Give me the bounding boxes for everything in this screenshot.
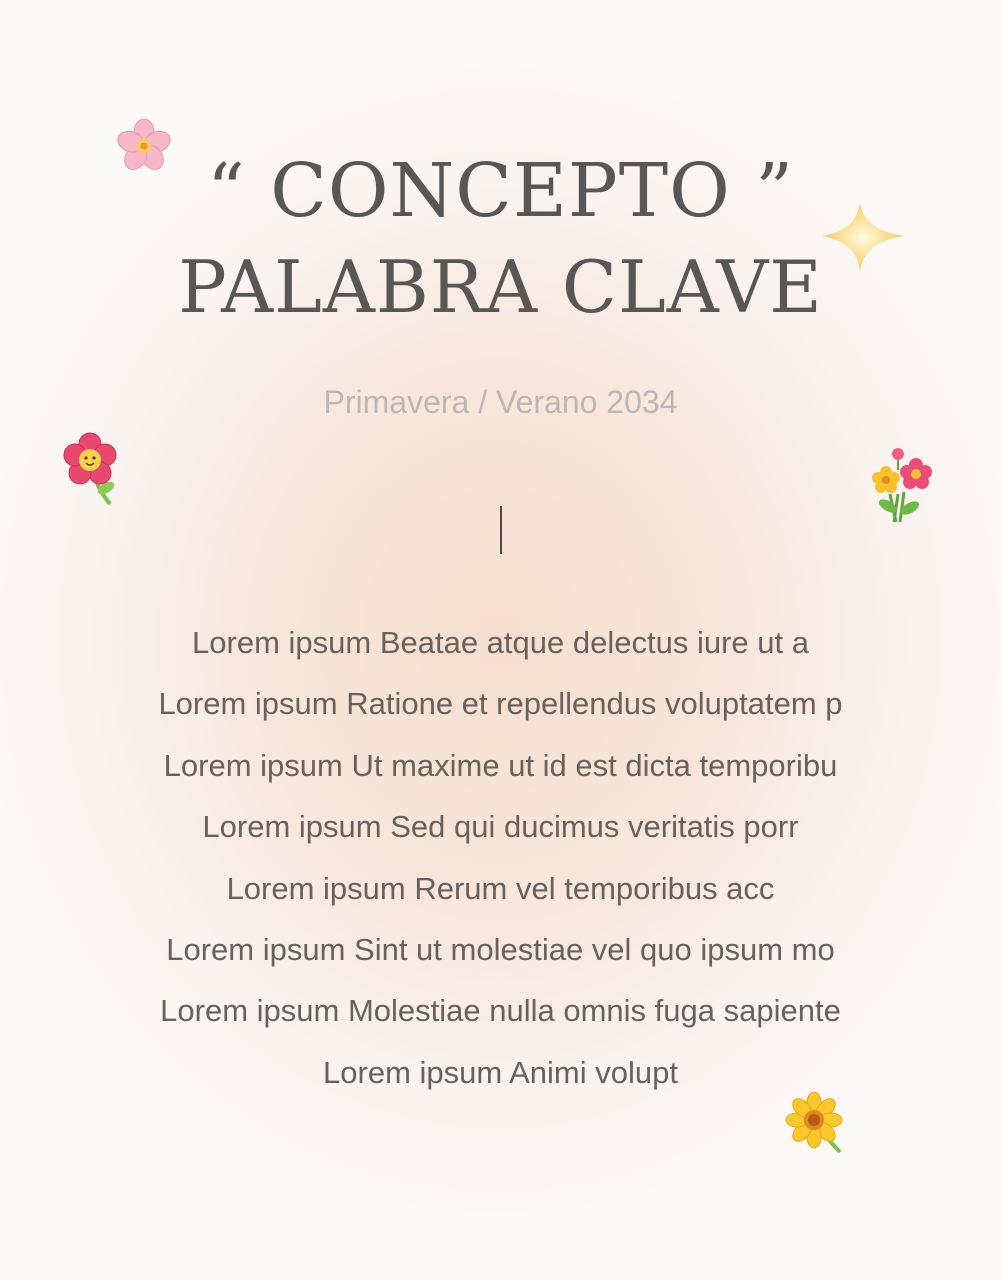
bouquet-icon <box>866 444 938 524</box>
body-line: Lorem ipsum Beatae atque delectus iure ut a <box>192 625 809 660</box>
body-line: Lorem ipsum Sed qui ducimus veritatis porr <box>202 809 799 845</box>
title-keyword: PALABRA CLAVE <box>178 245 823 329</box>
body-paragraph <box>60 612 941 1103</box>
vertical-divider <box>500 506 502 554</box>
body-line: Lorem ipsum Sint ut molestiae vel quo ipsum mo <box>166 931 835 967</box>
title-concept: “ CONCEPTO ” <box>206 148 795 234</box>
body-line: Lorem ipsum Ratione et repellendus voluptatem p <box>158 686 843 722</box>
body-line: Lorem ipsum Ut maxime ut id est dicta temporibu <box>163 747 838 783</box>
body-line: Lorem ipsum Animi volupt <box>323 1054 678 1090</box>
season-subtitle: Primavera / Verano 2034 <box>323 384 678 420</box>
smiling-flower-icon <box>60 430 124 508</box>
body-line: Lorem ipsum Rerum vel temporibus acc <box>226 870 775 906</box>
body-line: Lorem ipsum Molestiae nulla omnis fuga sapiente <box>160 993 841 1029</box>
